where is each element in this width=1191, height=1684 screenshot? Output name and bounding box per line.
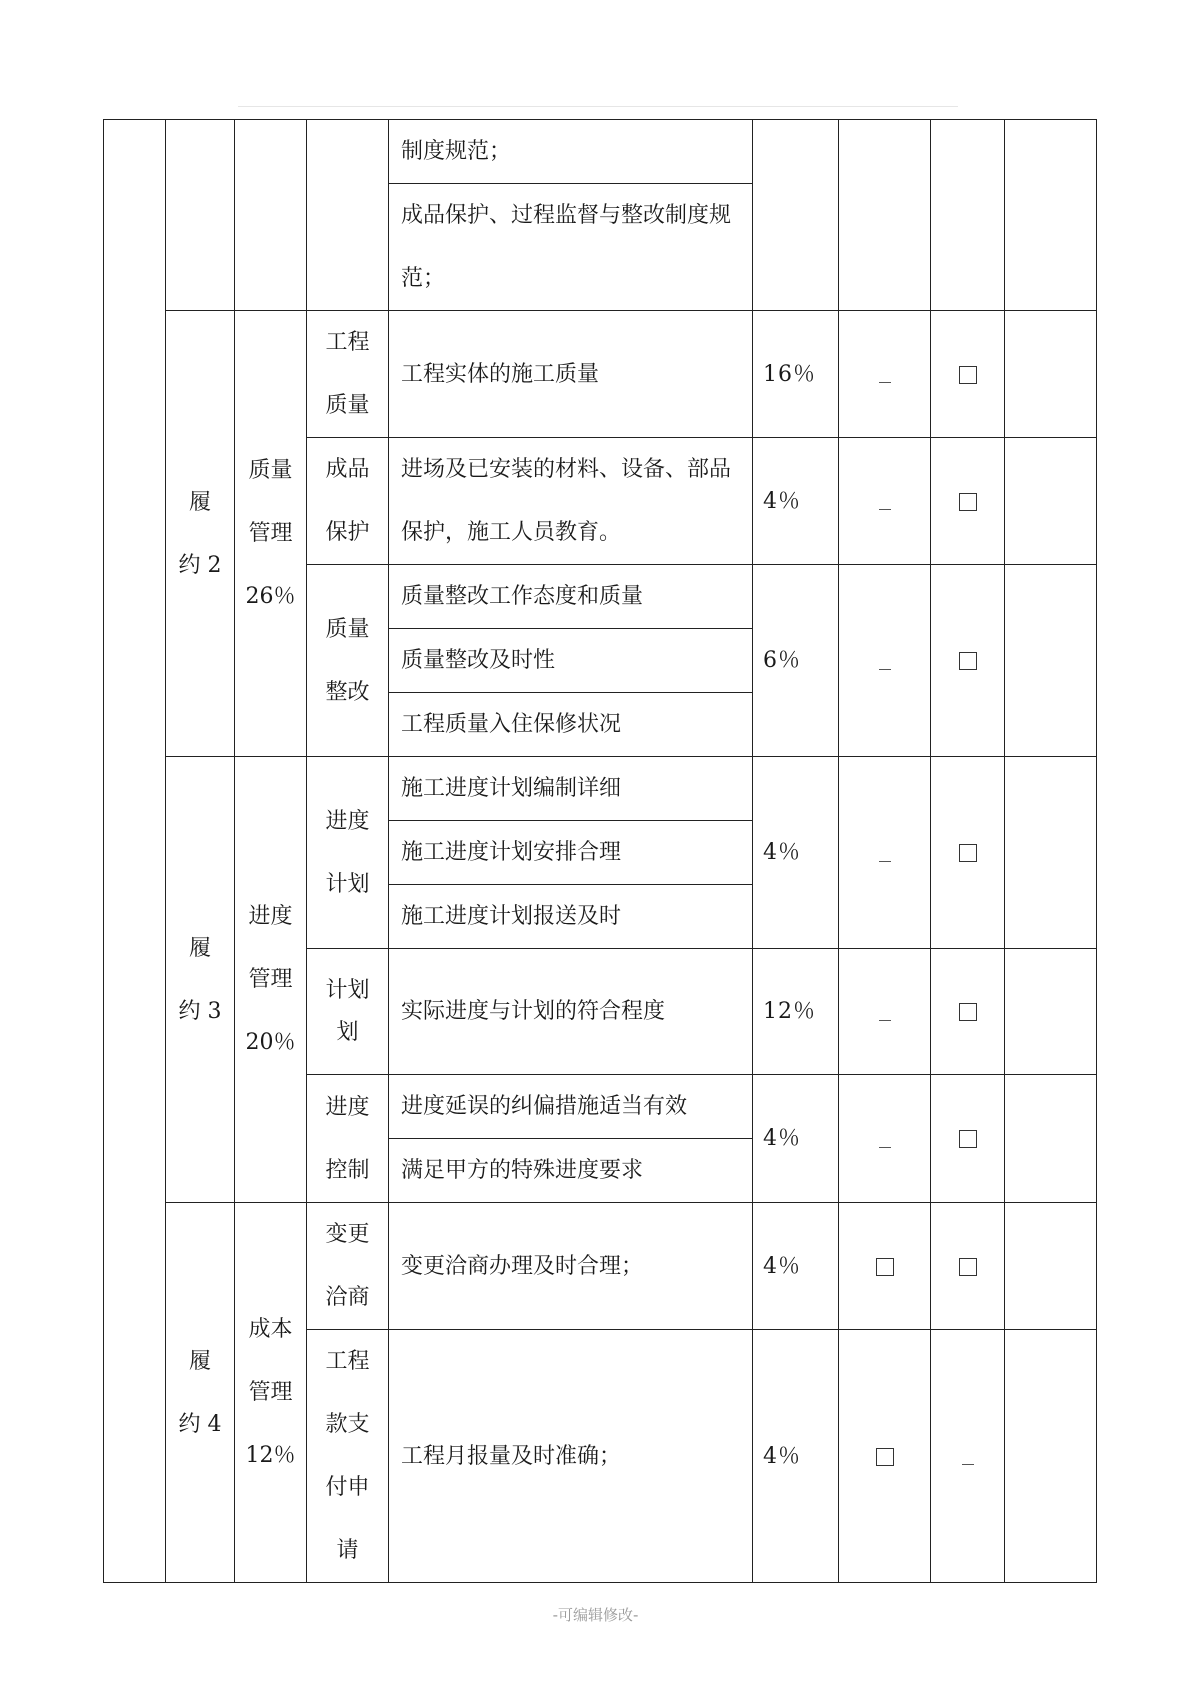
page-footer: -可编辑修改- bbox=[552, 1606, 639, 1624]
checkbox[interactable] bbox=[931, 1075, 1005, 1203]
item-text: 进度延误的纠偏措施适当有效 bbox=[389, 1075, 753, 1139]
performance-section-label: 履 约 3 bbox=[166, 757, 235, 1203]
item-text: 质量整改工作态度和质量 bbox=[389, 565, 753, 629]
dash-mark bbox=[839, 311, 931, 438]
dash-mark bbox=[931, 1330, 1005, 1583]
sub-category-label: 工程 质量 bbox=[307, 311, 389, 438]
sub-category-label: 进度 计划 bbox=[307, 757, 389, 949]
dash-mark bbox=[839, 565, 931, 757]
performance-section-label: 履 约 4 bbox=[166, 1203, 235, 1583]
checkbox[interactable] bbox=[839, 1203, 931, 1330]
item-text: 满足甲方的特殊进度要求 bbox=[389, 1139, 753, 1203]
checkbox[interactable] bbox=[931, 949, 1005, 1075]
checkbox[interactable] bbox=[931, 1203, 1005, 1330]
weight-percent: 6％ bbox=[753, 565, 839, 757]
management-category-label: 质量 管理 26％ bbox=[235, 311, 307, 757]
checkbox[interactable] bbox=[931, 565, 1005, 757]
checkbox[interactable] bbox=[931, 438, 1005, 565]
weight-percent: 12％ bbox=[753, 949, 839, 1075]
item-text: 质量整改及时性 bbox=[389, 629, 753, 693]
sub-category-label: 进度 控制 bbox=[307, 1075, 389, 1203]
performance-section-label: 履 约 2 bbox=[166, 311, 235, 757]
dash-mark bbox=[839, 1075, 931, 1203]
item-text: 施工进度计划报送及时 bbox=[389, 885, 753, 949]
sub-category-label: 工程 款支 付申 请 bbox=[307, 1330, 389, 1583]
item-text: 施工进度计划安排合理 bbox=[389, 821, 753, 885]
weight-percent: 4％ bbox=[753, 438, 839, 565]
item-text: 工程质量入住保修状况 bbox=[389, 693, 753, 757]
sub-category-label: 质量 整改 bbox=[307, 565, 389, 757]
item-text: 工程实体的施工质量 bbox=[389, 311, 753, 438]
checkbox[interactable] bbox=[931, 757, 1005, 949]
first-column-cell bbox=[104, 120, 166, 1583]
checkbox[interactable] bbox=[931, 311, 1005, 438]
weight-percent: 4％ bbox=[753, 1330, 839, 1583]
sub-category-label: 计划 划 bbox=[307, 949, 389, 1075]
dash-mark bbox=[839, 949, 931, 1075]
dash-mark bbox=[839, 438, 931, 565]
item-text: 工程月报量及时准确； bbox=[389, 1330, 753, 1583]
weight-percent: 4％ bbox=[753, 1075, 839, 1203]
weight-percent: 4％ bbox=[753, 1203, 839, 1330]
evaluation-table bbox=[103, 119, 1097, 1583]
management-category-label: 成本 管理 12％ bbox=[235, 1203, 307, 1583]
item-text: 制度规范； bbox=[389, 120, 753, 184]
sub-category-label: 变更 洽商 bbox=[307, 1203, 389, 1330]
weight-percent: 16％ bbox=[753, 311, 839, 438]
sub-category-label: 成品 保护 bbox=[307, 438, 389, 565]
item-text: 成品保护、过程监督与整改制度规范； bbox=[389, 184, 753, 311]
item-text: 施工进度计划编制详细 bbox=[389, 757, 753, 821]
item-text: 进场及已安装的材料、设备、部品保护，施工人员教育。 bbox=[389, 438, 753, 565]
weight-percent: 4％ bbox=[753, 757, 839, 949]
dash-mark bbox=[839, 757, 931, 949]
page-header-rule bbox=[238, 106, 958, 107]
item-text: 实际进度与计划的符合程度 bbox=[389, 949, 753, 1075]
checkbox[interactable] bbox=[839, 1330, 931, 1583]
item-text: 变更洽商办理及时合理； bbox=[389, 1203, 753, 1330]
management-category-label: 进度 管理 20％ bbox=[235, 757, 307, 1203]
